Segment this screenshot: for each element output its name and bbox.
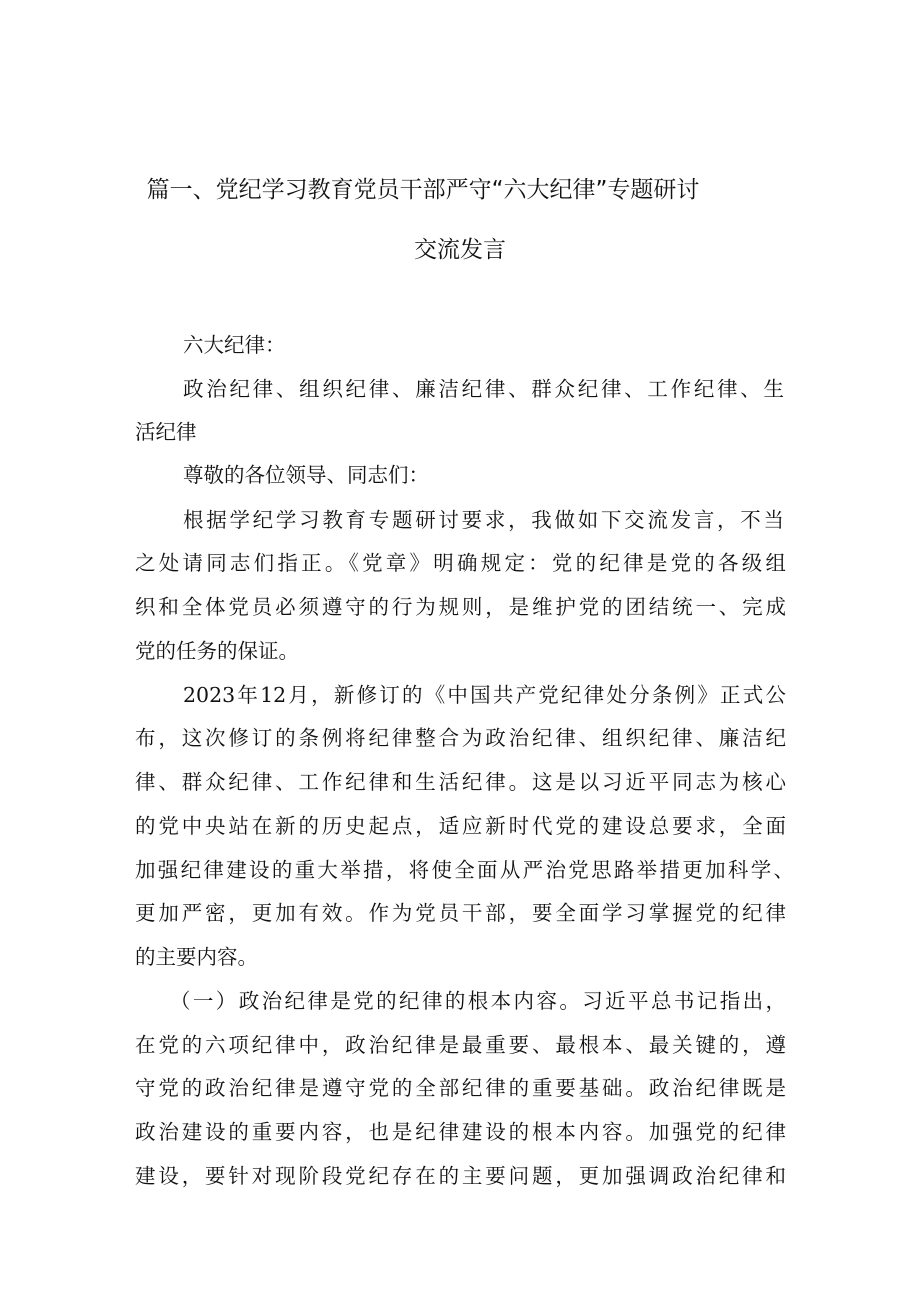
paragraph-line: 布，这次修订的条例将纪律整合为政治纪律、组织纪律、廉洁纪 <box>135 726 786 750</box>
paragraph-line: 的主要内容。 <box>135 945 258 969</box>
paragraph-line: 守党的政治纪律是遵守党的全部纪律的重要基础。政治纪律既是 <box>135 1076 786 1100</box>
paragraph-line: 更加严密，更加有效。作为党员干部，要全面学习掌握党的纪律 <box>135 901 786 925</box>
paragraph-line: 建设，要针对现阶段党纪存在的主要问题，更加强调政治纪律和 <box>135 1164 786 1188</box>
paragraph-line: 政治建设的重要内容，也是纪律建设的根本内容。加强党的纪律 <box>135 1120 786 1144</box>
paragraph-line: 2023年12月，新修订的《中国共产党纪律处分条例》正式公 <box>183 683 786 707</box>
document-title-line-2: 交流发言 <box>414 237 506 263</box>
paragraph-line: 六大纪律： <box>183 333 286 357</box>
paragraph-line: 之处请同志们指正。《党章》明确规定：党的纪律是党的各级组 <box>135 551 786 575</box>
paragraph-line: 织和全体党员必须遵守的行为规则，是维护党的团结统一、完成 <box>135 595 786 619</box>
paragraph-line: 的党中央站在新的历史起点，适应新时代党的建设总要求，全面 <box>135 814 786 838</box>
paragraph-line: （一）政治纪律是党的纪律的根本内容。习近平总书记指出， <box>170 989 786 1013</box>
paragraph-line: 党的任务的保证。 <box>135 639 299 663</box>
document-title-line-1: 篇一、党纪学习教育党员干部严守“六大纪律”专题研讨 <box>146 177 700 203</box>
paragraph-line: 在党的六项纪律中，政治纪律是最重要、最根本、最关键的，遵 <box>135 1033 786 1057</box>
paragraph-line: 尊敬的各位领导、同志们： <box>183 463 429 487</box>
paragraph-line: 根据学纪学习教育专题研讨要求，我做如下交流发言，不当 <box>183 508 784 532</box>
paragraph-line: 政治纪律、组织纪律、廉洁纪律、群众纪律、工作纪律、生 <box>183 377 784 401</box>
paragraph-line: 加强纪律建设的重大举措，将使全面从严治党思路举措更加科学、 <box>135 858 794 882</box>
paragraph-line: 活纪律 <box>135 420 197 444</box>
paragraph-line: 律、群众纪律、工作纪律和生活纪律。这是以习近平同志为核心 <box>135 770 786 794</box>
